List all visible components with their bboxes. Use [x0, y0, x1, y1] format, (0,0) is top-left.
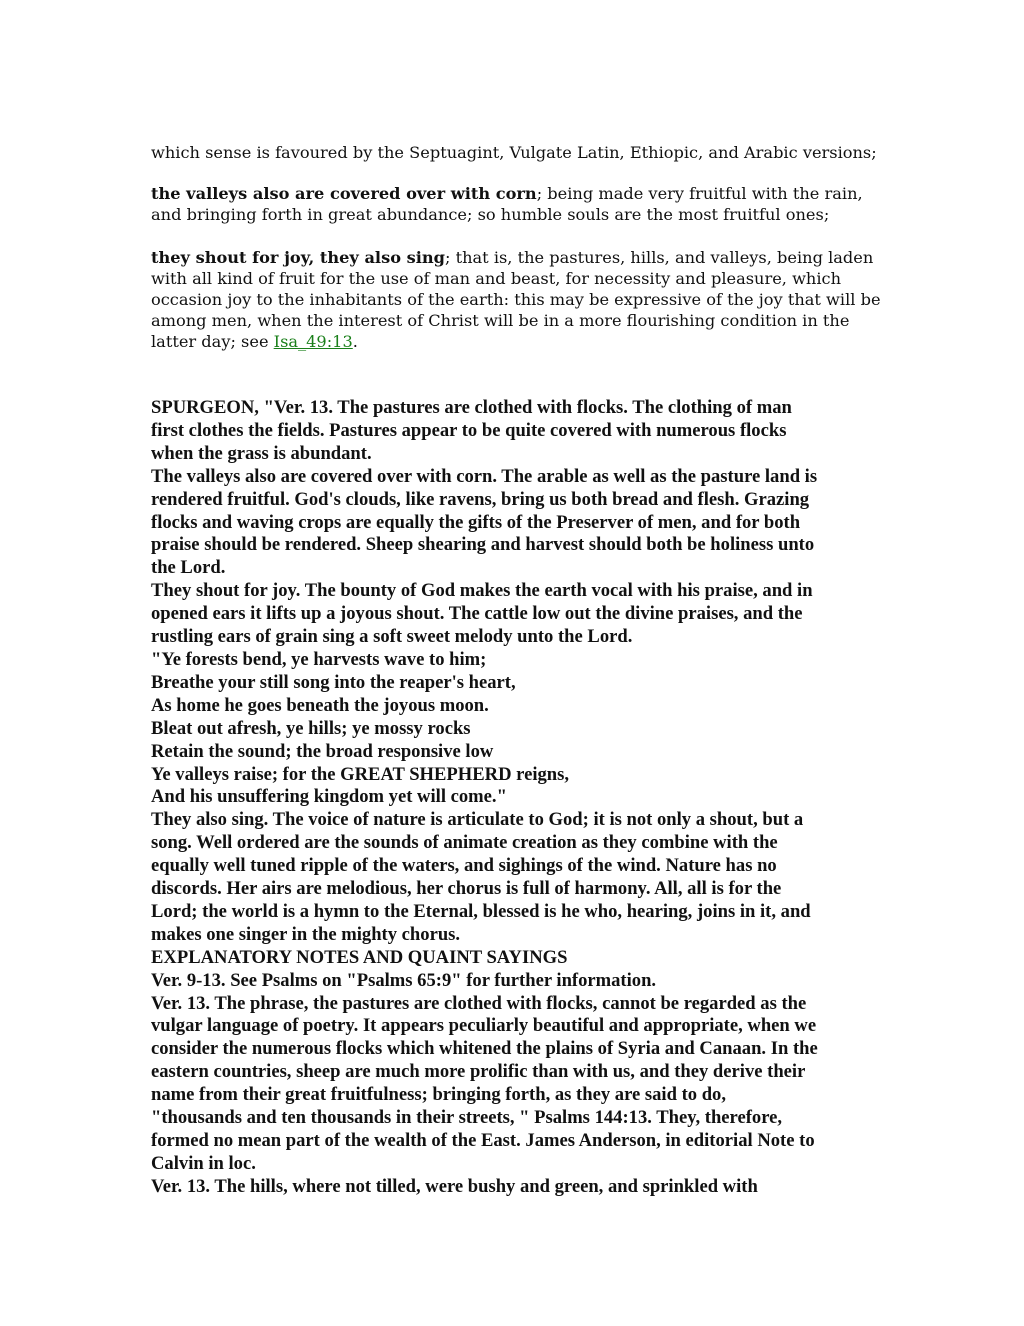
scripture-link-isa-49-13[interactable]: Isa_49:13: [273, 332, 353, 351]
gill-text: with all kind of fruit for the use of man and beast, for necessity and pleasure, which: [151, 269, 842, 288]
commentary-line: equally well tuned ripple of the waters, and sighings of the wind. Nature has no: [151, 855, 777, 877]
gill-text: and bringing forth in great abundance; so humble souls are the most fruitful ones;: [151, 205, 830, 224]
commentary-line: "Ye forests bend, ye harvests wave to him;: [151, 648, 487, 670]
gill-paragraph-2: [151, 183, 881, 225]
commentary-line: They shout for joy. The bounty of God makes the earth vocal with his praise, and in: [151, 580, 813, 602]
commentary-line: the Lord.: [151, 557, 226, 579]
gill-text: occasion joy to the inhabitants of the earth: this may be expressive of the joy that will be: [151, 290, 881, 309]
gill-text: ; being made very fruitful with the rain,: [536, 184, 863, 203]
gill-paragraph-3: [151, 247, 881, 352]
commentary-line: when the grass is abundant.: [151, 442, 372, 464]
verse-phrase-bold: they shout for joy, they also sing: [151, 248, 445, 267]
commentary-line: Ver. 13. The hills, where not tilled, were bushy and green, and sprinkled with: [151, 1175, 758, 1197]
document-page: [151, 142, 881, 1199]
commentary-line: consider the numerous flocks which whitened the plains of Syria and Canaan. In the: [151, 1038, 818, 1060]
gill-paragraph-1: [151, 142, 881, 163]
commentary-line: And his unsuffering kingdom yet will come.": [151, 786, 507, 808]
commentary-line: flocks and waving crops are equally the gifts of the Preserver of men, and for both: [151, 511, 801, 533]
commentary-line: makes one singer in the mighty chorus.: [151, 923, 461, 945]
commentary-line: opened ears it lifts up a joyous shout. The cattle low out the divine praises, and the: [151, 603, 803, 625]
commentary-line: vulgar language of poetry. It appears peculiarly beautiful and appropriate, when we: [151, 1015, 817, 1037]
gill-text: latter day; see: [151, 332, 274, 351]
commentary-line: rendered fruitful. God's clouds, like ravens, bring us both bread and flesh. Grazing: [151, 488, 810, 510]
commentary-line: formed no mean part of the wealth of the East. James Anderson, in editorial Note to: [151, 1130, 815, 1151]
commentary-line: song. Well ordered are the sounds of animate creation as they combine with the: [151, 832, 778, 854]
commentary-line: "thousands and ten thousands in their streets, " Psalms 144:13. They, therefore,: [151, 1107, 783, 1129]
gill-text: among men, when the interest of Christ will be in a more flourishing condition in the: [151, 311, 850, 330]
commentary-line: Ver. 13. The phrase, the pastures are clothed with flocks, cannot be regarded as the: [151, 992, 807, 1014]
commentary-line: Ver. 9-13. See Psalms on "Psalms 65:9" for further information.: [151, 969, 657, 991]
commentary-line: Calvin in loc.: [151, 1152, 256, 1174]
commentary-line: name from their great fruitfulness; bringing forth, as they are said to do,: [151, 1084, 726, 1106]
commentary-line: first clothes the fields. Pastures appear to be quite covered with numerous flocks: [151, 419, 787, 441]
commentary-line: The valleys also are covered over with corn. The arable as well as the pasture land is: [151, 465, 818, 487]
commentary-line: As home he goes beneath the joyous moon.: [151, 694, 489, 716]
commentary-line: EXPLANATORY NOTES AND QUAINT SAYINGS: [151, 946, 568, 968]
commentary-line: Lord; the world is a hymn to the Eternal, blessed is he who, hearing, joins in it, and: [151, 900, 811, 922]
commentary-line: rustling ears of grain sing a soft sweet melody unto the Lord.: [151, 626, 633, 648]
commentary-line: Ye valleys raise; for the GREAT SHEPHERD reigns,: [151, 763, 570, 785]
gill-text: which sense is favoured by the Septuagint, Vulgate Latin, Ethiopic, and Arabic versions;: [151, 143, 877, 162]
gill-text: ; that is, the pastures, hills, and valleys, being laden: [444, 248, 874, 267]
gill-text: .: [352, 332, 358, 351]
commentary-line: Bleat out afresh, ye hills; ye mossy rocks: [151, 717, 471, 739]
commentary-line: discords. Her airs are melodious, her chorus is full of harmony. All, all is for the: [151, 878, 782, 900]
commentary-line: They also sing. The voice of nature is articulate to God; it is not only a shout, but a: [151, 809, 804, 831]
commentary-line: Breathe your still song into the reaper's heart,: [151, 671, 516, 693]
commentary-line: eastern countries, sheep are much more prolific than with us, and they derive their: [151, 1061, 806, 1083]
commentary-line: Retain the sound; the broad responsive low: [151, 740, 494, 762]
verse-phrase-bold: the valleys also are covered over with corn: [151, 184, 537, 203]
commentary-line: praise should be rendered. Sheep shearing and harvest should both be holiness unto: [151, 534, 815, 556]
spurgeon-commentary: [151, 397, 881, 1199]
commentary-line: SPURGEON, "Ver. 13. The pastures are clothed with flocks. The clothing of man: [151, 397, 792, 418]
